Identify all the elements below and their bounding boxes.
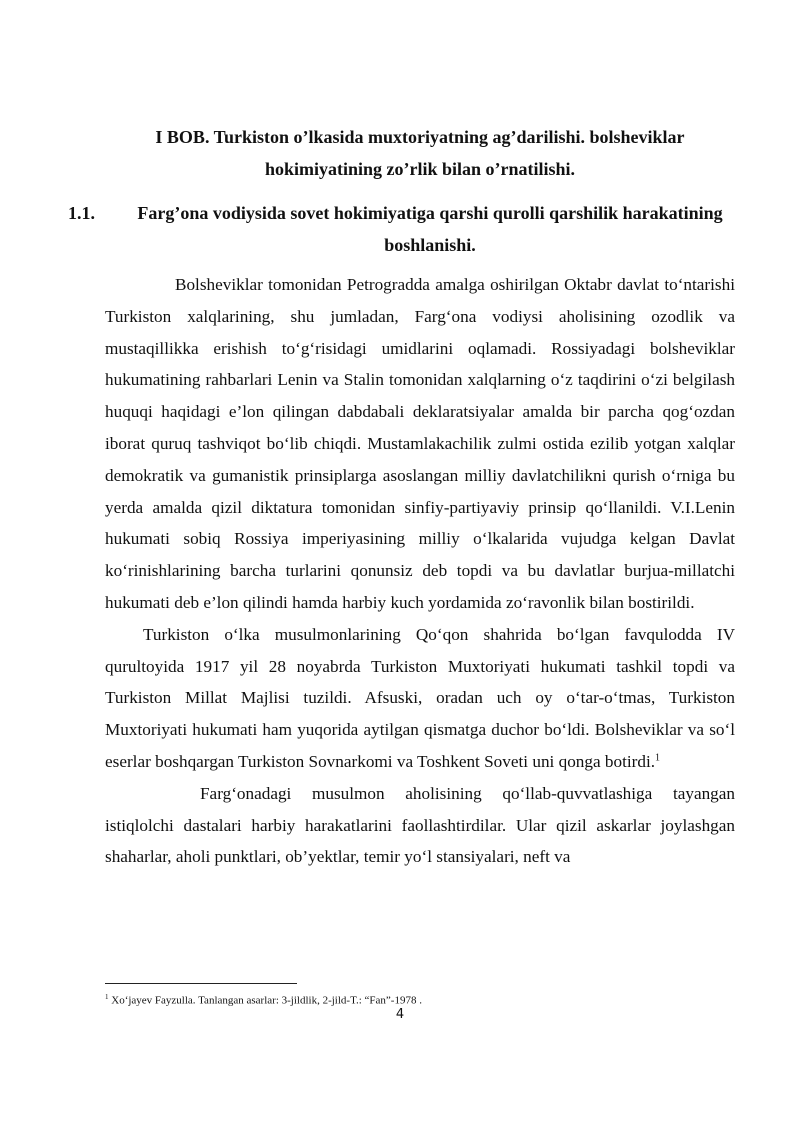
footnote-separator	[105, 983, 297, 984]
footnote	[105, 990, 735, 1008]
footnote-text: Xo‘jayev Fayzulla. Tanlangan asarlar: 3-jildlik, 2-jild-T.: “Fan”-1978 .	[111, 994, 422, 1007]
footnote-reference[interactable]: 1	[655, 752, 661, 764]
section-number: 1.1.	[68, 203, 95, 223]
section-title: Farg’ona vodiysida sovet hokimiyatiga qarshi qurolli qarshilik harakatining boshlanishi.	[137, 203, 723, 255]
paragraph	[105, 619, 735, 778]
body-text	[105, 269, 735, 873]
paragraph: Bolsheviklar tomonidan Petrogradda amalga oshirilgan Oktabr davlat to‘ntarishi Turkiston xalqlarining, shu jumladan, Farg‘ona vodiysi aholisining ozodlik va mustaqillikka erishish to‘g‘risidagi umidlarini oqlamadi. Rossiyadagi bolsheviklar hukumatining rahbarlari Lenin va Stalin tomonidan xalqlarning o‘z taqdirini o‘zi belgilash huquqi haqidagi e’lon qilingan dabdabali deklaratsiyalar amalda bir parcha qog‘ozdan iborat quruq tashviqot bo‘lib chiqdi. Mustamlakachilik zulmi ostida ezilib yotgan xalqlar demokratik va gumanistik prinsiplarga asoslangan milliy davlatchilikni qurish o‘rniga bu yerda amalda qizil diktatura tomonidan sinfiy-partiyaviy prinsip qo‘llanildi. V.I.Lenin hukumati sobiq Rossiya imperiyasining milliy o‘lkalarida vujudga kelgan Davlat ko‘rinishlarining barcha turlarini qonunsiz deb topdi va bu davlatlar burjua-millatchi hukumati deb e’lon qilindi hamda harbiy kuch yordamida zo‘ravonlik bilan bostirildi.	[105, 275, 735, 612]
page-number: 4	[395, 1007, 405, 1022]
chapter-title: I BOB. Turkiston o’lkasida muxtoriyatning ag’darilishi. bolsheviklar hokimiyatining zo’rlik bilan o’rnatilishi.	[155, 127, 685, 179]
paragraph-text: Turkiston o‘lka musulmonlarining Qo‘qon shahrida bo‘lgan favqulodda IV qurultoyida 1917 yil 28 noyabrda Turkiston Muxtoriyati hukumati tashkil topdi va Turkiston Millat Majlisi tuzildi. Afsuski, oradan uch oy o‘tar-o‘tmas, Turkiston Muxtoriyati hukumati ham yuqorida aytilgan qismatga duchor bo‘ldi. Bolsheviklar va so‘l eserlar boshqargan Turkiston Sovnarkomi va Toshkent Soveti uni qonga botirdi.	[105, 624, 735, 771]
paragraph: Farg‘onadagi musulmon aholisining qo‘llab-quvvatlashiga tayangan istiqlolchi dastalari harbiy harakatlarini faollashtirdilar. Ular qizil askarlar joylashgan shaharlar, aholi punktlari, ob’yektlar, temir yo‘l stansiyalari, neft va	[105, 783, 735, 867]
footnote-marker: 1	[105, 993, 109, 1001]
